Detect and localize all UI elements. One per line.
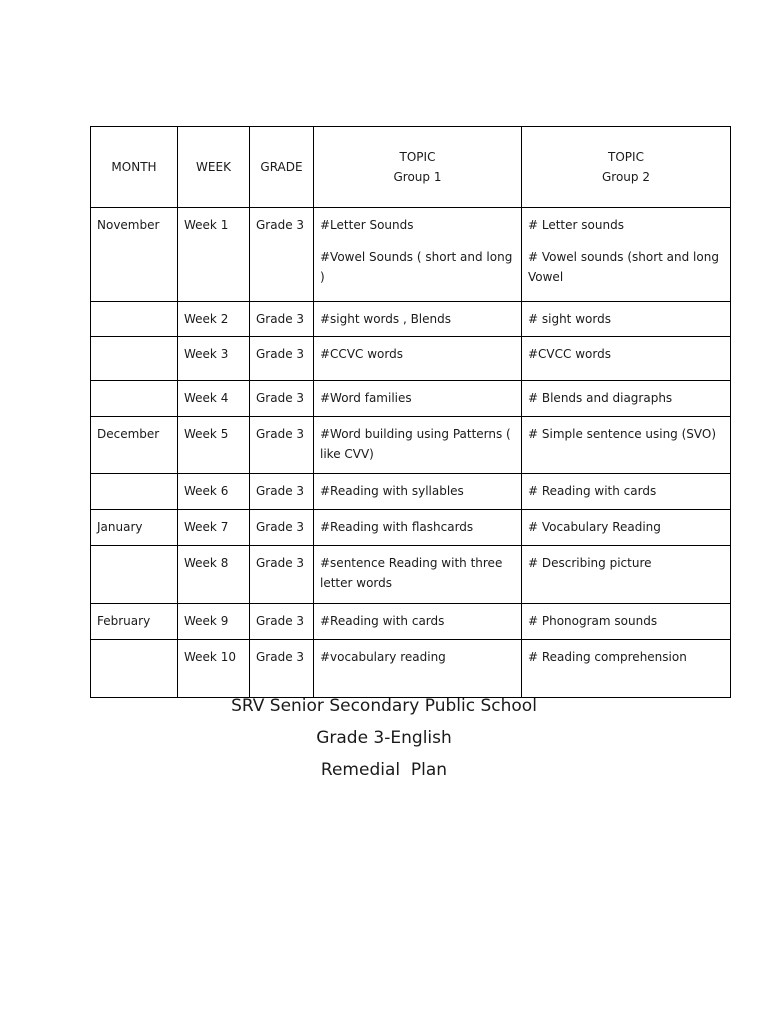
grade-cell: Grade 3 xyxy=(256,650,305,664)
table-row xyxy=(91,474,731,510)
topic-line: #Letter Sounds xyxy=(320,218,414,232)
subject-title: Grade 3-English xyxy=(316,728,452,748)
plan-title: Remedial Plan xyxy=(320,760,448,780)
month-cell: February xyxy=(97,614,151,628)
table-row xyxy=(91,546,731,604)
topic-group-2-cell: # Blends and diagraphs xyxy=(528,391,673,405)
topic-line: #Vowel Sounds ( short and long ) xyxy=(320,250,513,284)
topic-group-1-cell xyxy=(314,208,521,291)
grade-cell: Grade 3 xyxy=(256,218,305,232)
topic-group-2-cell: #CVCC words xyxy=(528,347,611,361)
week-cell: Week 3 xyxy=(184,347,229,361)
school-name: SRV Senior Secondary Public School xyxy=(231,696,537,716)
grade-cell: Grade 3 xyxy=(256,614,305,628)
topic-group-2-cell: # Reading comprehension xyxy=(528,650,687,664)
header-grade: GRADE xyxy=(250,127,314,208)
month-cell xyxy=(91,302,177,313)
week-cell: Week 7 xyxy=(184,520,229,534)
header-topic-group-1: TOPIC Group 1 xyxy=(314,127,522,208)
table-row xyxy=(91,302,731,337)
week-cell: Week 5 xyxy=(184,427,229,441)
remedial-plan-table xyxy=(90,126,731,698)
topic-group-1-cell: #Reading with flashcards xyxy=(320,520,474,534)
topic-group-1-cell: #sentence Reading with three letter words xyxy=(320,556,503,590)
topic-group-1-cell: #Word building using Patterns ( like CVV) xyxy=(320,427,511,461)
month-cell xyxy=(91,337,177,348)
topic-group-2-cell: # Phonogram sounds xyxy=(528,614,658,628)
topic-group-2-cell: # Vocabulary Reading xyxy=(528,520,661,534)
header-week: WEEK xyxy=(178,127,250,208)
grade-cell: Grade 3 xyxy=(256,347,305,361)
grade-cell: Grade 3 xyxy=(256,556,305,570)
table-row xyxy=(91,337,731,381)
topic-group-1-cell: #CCVC words xyxy=(320,347,403,361)
week-cell: Week 8 xyxy=(184,556,229,570)
month-cell: November xyxy=(97,218,160,232)
table-row xyxy=(91,208,731,302)
table-row xyxy=(91,381,731,417)
document-titles xyxy=(0,690,768,786)
table-header-row xyxy=(91,127,731,208)
topic-group-1-cell: #Reading with syllables xyxy=(320,484,464,498)
week-cell: Week 4 xyxy=(184,391,229,405)
month-cell xyxy=(91,381,177,392)
topic-line: # Vowel sounds (short and long Vowel xyxy=(528,250,719,284)
week-cell: Week 1 xyxy=(184,218,229,232)
month-cell xyxy=(91,474,177,485)
week-cell: Week 6 xyxy=(184,484,229,498)
topic-group-2-cell: # sight words xyxy=(528,312,611,326)
table-row xyxy=(91,640,731,698)
topic-group-1-cell: #Word families xyxy=(320,391,412,405)
topic-group-2-cell xyxy=(522,208,730,291)
header-month: MONTH xyxy=(91,127,178,208)
grade-cell: Grade 3 xyxy=(256,312,305,326)
topic-line: # Letter sounds xyxy=(528,218,624,232)
week-cell: Week 9 xyxy=(184,614,229,628)
table-row xyxy=(91,417,731,474)
grade-cell: Grade 3 xyxy=(256,427,305,441)
week-cell: Week 2 xyxy=(184,312,229,326)
topic-group-2-cell: # Describing picture xyxy=(528,556,652,570)
header-topic-group-2: TOPIC Group 2 xyxy=(522,127,731,208)
table-row xyxy=(91,604,731,640)
topic-group-1-cell: #sight words , Blends xyxy=(320,312,451,326)
topic-group-1-cell: #Reading with cards xyxy=(320,614,445,628)
grade-cell: Grade 3 xyxy=(256,520,305,534)
topic-group-1-cell: #vocabulary reading xyxy=(320,650,446,664)
grade-cell: Grade 3 xyxy=(256,391,305,405)
week-cell: Week 10 xyxy=(184,650,236,664)
table-row xyxy=(91,510,731,546)
month-cell: January xyxy=(97,520,143,534)
grade-cell: Grade 3 xyxy=(256,484,305,498)
topic-group-2-cell: # Reading with cards xyxy=(528,484,657,498)
month-cell: December xyxy=(97,427,160,441)
month-cell xyxy=(91,546,177,557)
month-cell xyxy=(91,640,177,651)
topic-group-2-cell: # Simple sentence using (SVO) xyxy=(528,427,717,441)
